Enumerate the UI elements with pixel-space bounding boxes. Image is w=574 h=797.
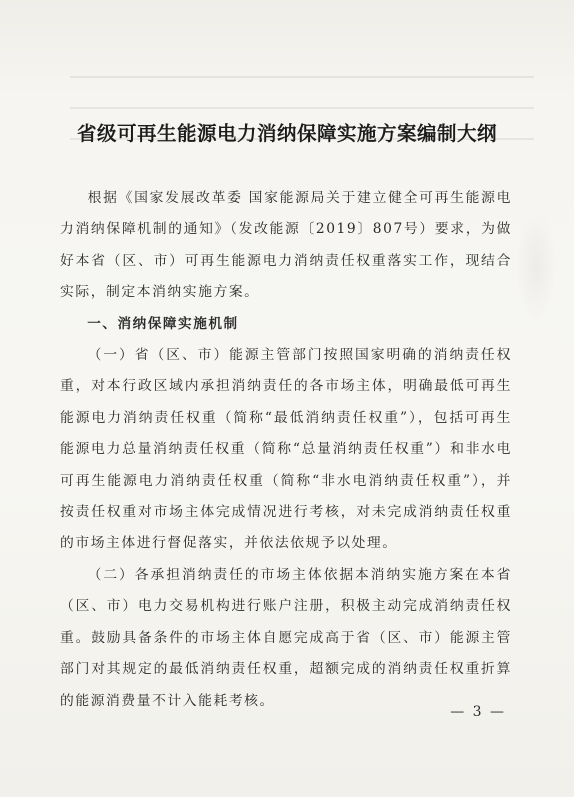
paragraph-item-1: （一）省（区、市）能源主管部门按照国家明确的消纳责任权重，对本行政区域内承担消纳责任的各市场主体，明确最低可再生能源电力消纳责任权重（简称“最低消纳责任权重”），包括可再生能源电力总量消纳责任权重（简称“总量消纳责任权重”）和非水电可再生能源电力消纳责任权重（简称“非水电消纳责任权重”），并按责任权重对市场主体完成情况进行考核，对未完成消纳责任权重的市场主体进行督促落实，并依法依规予以处理。	[60, 347, 512, 552]
page-shadow	[516, 210, 556, 320]
document-title: 省级可再生能源电力消纳保障实施方案编制大纲	[76, 122, 497, 145]
section-heading: 一、消纳保障实施机制	[87, 315, 239, 332]
document-body	[60, 183, 512, 717]
intro-paragraph: 根据《国家发展改革委 国家能源局关于建立健全可再生能源电力消纳保障机制的通知》（发改能源〔2019〕807号）要求，为做好本省（区、市）可再生能源电力消纳责任权重落实工作，现结合实际，制定本消纳实施方案。	[60, 190, 512, 301]
show-through-text	[70, 58, 534, 168]
page-number: — 3 —	[450, 704, 506, 720]
paragraph-item-2: （二）各承担消纳责任的市场主体依据本消纳实施方案在本省（区、市）电力交易机构进行账户注册，积极主动完成消纳责任权重。鼓励具备条件的市场主体自愿完成高于省（区、市）能源主管部门对其规定的最低消纳责任权重，超额完成的消纳责任权重折算的能源消费量不计入能耗考核。	[60, 566, 512, 709]
